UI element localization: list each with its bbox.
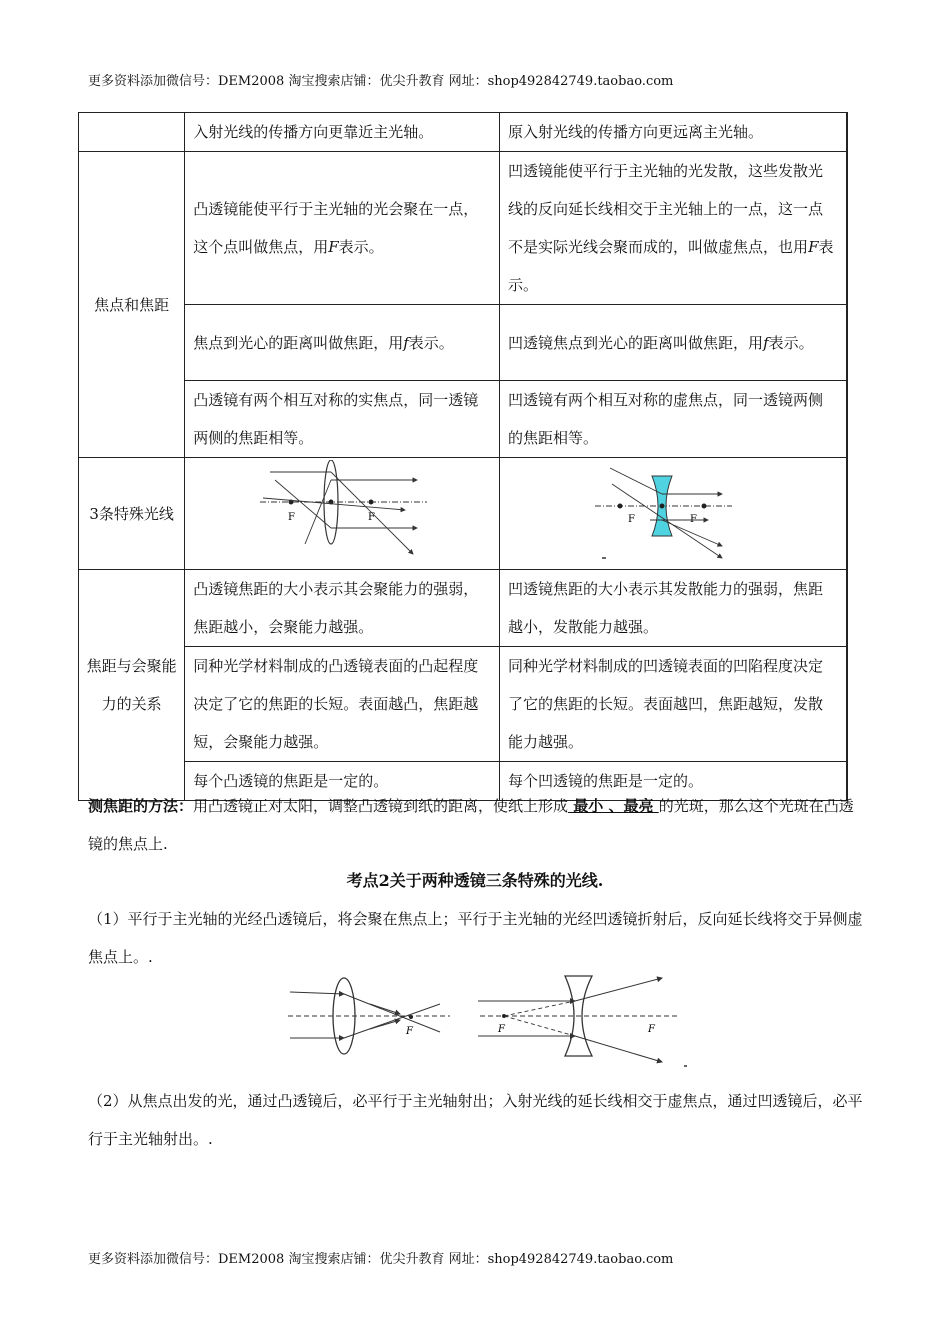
row-label-power: 焦距与会聚能力的关系 [79,570,185,801]
cell-convex-rays-diagram [185,458,500,570]
concave-rays-diagram [500,460,840,568]
row-label-focus: 焦点和焦距 [79,152,185,458]
table-row [79,113,848,152]
rule-paragraph-1: （1）平行于主光轴的光经凸透镜后，将会聚在焦点上；平行于主光轴的光经凹透镜折射后，反向延长线将交于异侧虚焦点上。. [88,910,863,966]
svg-text:F: F [406,1026,413,1037]
cell-concave-symmetric: 凹透镜有两个相互对称的虚焦点，同一透镜两侧的焦距相等。 [500,381,847,458]
table-row [79,570,848,647]
page-header: 更多资料添加微信号：DEM2008 淘宝搜索店铺：优尖升教育 网址：shop492842749.taobao.com [88,74,674,89]
convex-rays-diagram [185,460,485,568]
cell-concave-direction: 原入射光线的传播方向更远离主光轴。 [500,113,847,152]
cell-concave-power-3: 每个凹透镜的焦距是一定的。 [500,762,847,801]
svg-text:F: F [288,511,296,523]
cell-convex-symmetric: 凸透镜有两个相互对称的实焦点，同一透镜两侧的焦距相等。 [185,381,500,458]
table-row [79,647,848,762]
section-title: 考点2关于两种透镜三条特殊的光线. [346,871,604,890]
lens-refraction-diagrams [280,970,700,1070]
svg-text:F: F [368,511,376,523]
table-row [79,152,848,305]
svg-text:F: F [628,513,635,525]
lens-comparison-table [78,112,848,801]
table-row [79,305,848,381]
page-footer: 更多资料添加微信号：DEM2008 淘宝搜索店铺：优尖升教育 网址：shop492842749.taobao.com [88,1252,674,1267]
cell-concave-rays-diagram [500,458,847,570]
table-row [79,458,848,570]
concave-lens-diagram [478,976,687,1066]
svg-text:F: F [498,1024,505,1035]
cell-convex-focal-length: 焦点到光心的距离叫做焦距，用f表示。 [185,305,500,381]
method-paragraph: 测焦距的方法：用凸透镜正对太阳，调整凸透镜到纸的距离，使纸上形成 最小 、最亮 的光斑，那么这个光斑在凸透镜的焦点上. [88,797,854,853]
cell-convex-focus: 凸透镜能使平行于主光轴的光会聚在一点，这个点叫做焦点，用F表示。 [185,152,500,305]
cell-convex-power-2: 同种光学材料制成的凸透镜表面的凸起程度决定了它的焦距的长短。表面越凸，焦距越短，会聚能力越强。 [185,647,500,762]
cell-concave-focus: 凹透镜能使平行于主光轴的光发散，这些发散光线的反向延长线相交于主光轴上的一点，这一点不是实际光线会聚而成的，叫做虚焦点，也用F表示。 [500,152,847,305]
rule-paragraph-2: （2）从焦点出发的光，通过凸透镜后，必平行于主光轴射出；入射光线的延长线相交于虚焦点，通过凹透镜后，必平行于主光轴射出。. [88,1092,863,1148]
row-label-rays: 3条特殊光线 [79,458,185,570]
cell-convex-power-1: 凸透镜焦距的大小表示其会聚能力的强弱，焦距越小，会聚能力越强。 [185,570,500,647]
cell-concave-power-1: 凹透镜焦距的大小表示其发散能力的强弱，焦距越小，发散能力越强。 [500,570,847,647]
cell-convex-power-3: 每个凸透镜的焦距是一定的。 [185,762,500,801]
convex-lens-diagram [288,978,450,1054]
svg-text:F: F [690,513,697,525]
svg-text:F: F [648,1024,655,1035]
cell-concave-power-2: 同种光学材料制成的凹透镜表面的凹陷程度决定了它的焦距的长短。表面越凹，焦距越短，发散能力越强。 [500,647,847,762]
table-row [79,381,848,458]
cell-concave-focal-length: 凹透镜焦点到光心的距离叫做焦距，用f表示。 [500,305,847,381]
cell-convex-direction: 入射光线的传播方向更靠近主光轴。 [185,113,500,152]
